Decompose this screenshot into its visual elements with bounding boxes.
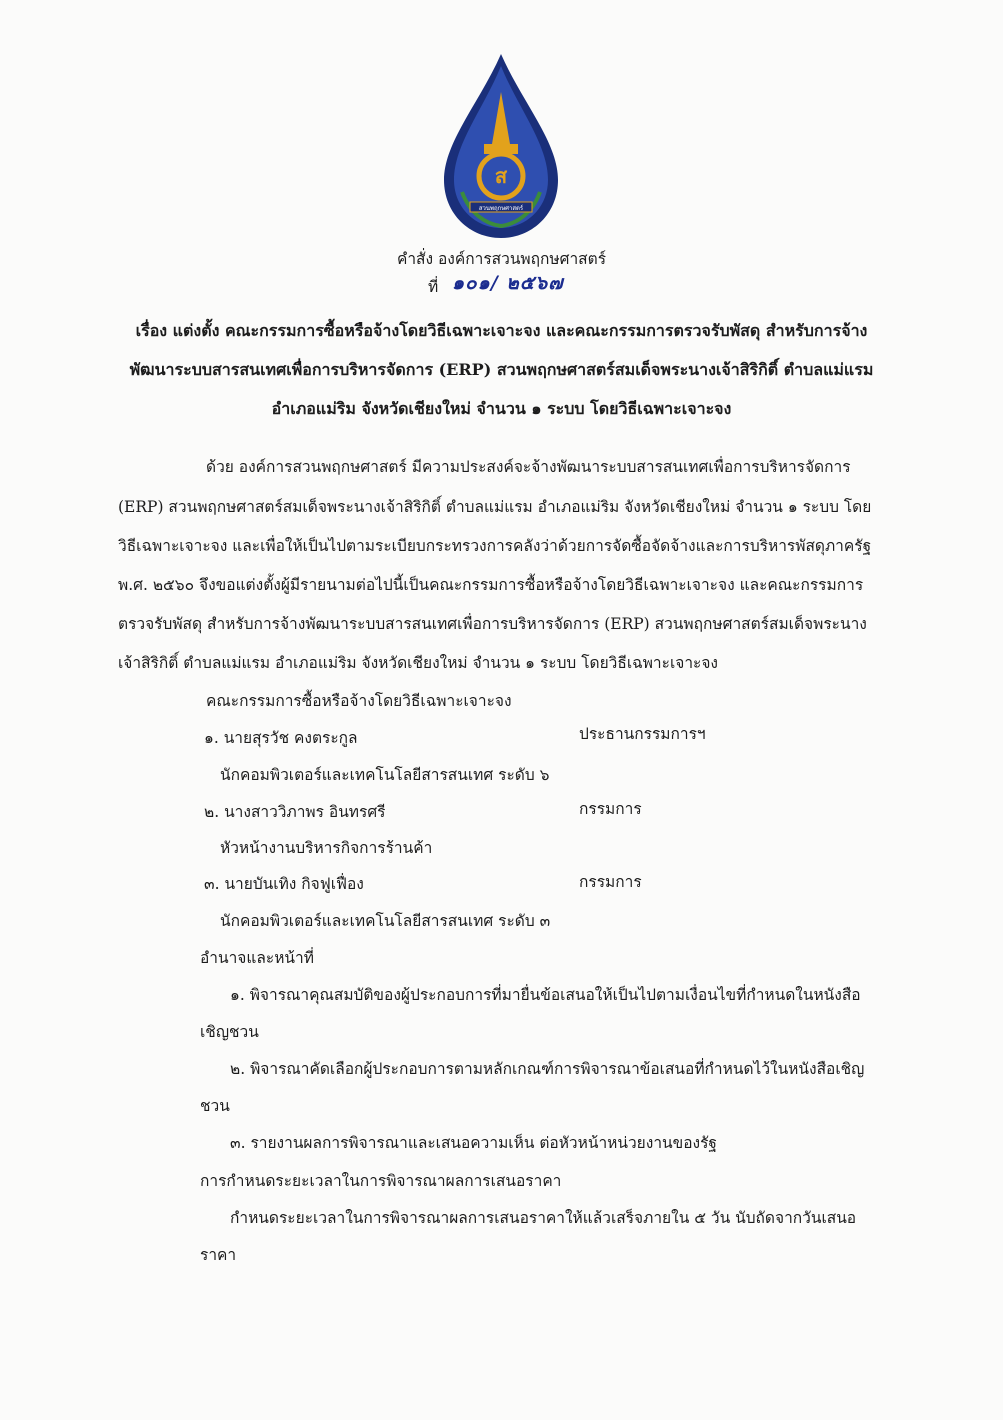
- member-position: นักคอมพิวเตอร์และเทคโนโลยีสารสนเทศ ระดับ ๖: [220, 766, 550, 784]
- member-position: นักคอมพิวเตอร์และเทคโนโลยีสารสนเทศ ระดับ ๓: [220, 912, 551, 930]
- member-role: กรรมการ: [579, 800, 642, 818]
- duty-line: ชวน: [200, 1097, 230, 1115]
- committee-heading: คณะกรรมการซื้อหรือจ้างโดยวิธีเฉพาะเจาะจง: [206, 692, 512, 710]
- document-title: คำสั่ง องค์การสวนพฤกษศาสตร์: [396, 250, 607, 268]
- member-role: กรรมการ: [579, 873, 642, 891]
- timing-line: ราคา: [200, 1246, 237, 1264]
- member-name: ๒. นางสาววิภาพร อินทรศรี: [204, 803, 386, 821]
- timing-heading: การกำหนดระยะเวลาในการพิจารณาผลการเสนอราคา: [200, 1172, 562, 1190]
- order-label: ที่: [428, 278, 439, 296]
- timing-line: กำหนดระยะเวลาในการพิจารณาผลการเสนอราคาให้แล้วเสร็จภายใน ๕ วัน นับถัดจากวันเสนอ: [230, 1209, 857, 1227]
- body-paragraph-line: ตรวจรับพัสดุ สำหรับการจ้างพัฒนาระบบสารสนเทศเพื่อการบริหารจัดการ (ERP) สวนพฤกษศาสตร์สมเด็จพระนาง: [118, 615, 867, 633]
- subject-line-2: พัฒนาระบบสารสนเทศเพื่อการบริหารจัดการ (ERP) สวนพฤกษศาสตร์สมเด็จพระนางเจ้าสิริกิติ์ ตำบลแม่แรม: [129, 360, 874, 379]
- duty-line: ๑. พิจารณาคุณสมบัติของผู้ประกอบการที่มายื่นข้อเสนอให้เป็นไปตามเงื่อนไขที่กำหนดในหนังสือ: [230, 986, 861, 1004]
- duties-heading: อำนาจและหน้าที่: [200, 949, 314, 967]
- body-paragraph-line: ด้วย องค์การสวนพฤกษศาสตร์ มีความประสงค์จะจ้างพัฒนาระบบสารสนเทศเพื่อการบริหารจัดการ: [206, 458, 851, 476]
- body-paragraph-line: (ERP) สวนพฤกษศาสตร์สมเด็จพระนางเจ้าสิริกิติ์ ตำบลแม่แรม อำเภอแม่ริม จังหวัดเชียงใหม่ จำนวน ๑ ระบบ โดย: [118, 498, 872, 516]
- subject-line-1: เรื่อง แต่งตั้ง คณะกรรมการซื้อหรือจ้างโดยวิธีเฉพาะเจาะจง และคณะกรรมการตรวจรับพัสดุ สำหรับการจ้าง: [135, 321, 868, 340]
- duty-line: เชิญชวน: [200, 1023, 259, 1041]
- subject-line-3: อำเภอแม่ริม จังหวัดเชียงใหม่ จำนวน ๑ ระบบ โดยวิธีเฉพาะเจาะจง: [271, 399, 732, 418]
- svg-text:สวนพฤกษศาสตร์: สวนพฤกษศาสตร์: [478, 205, 524, 212]
- organization-logo: [440, 52, 562, 240]
- duty-line: ๒. พิจารณาคัดเลือกผู้ประกอบการตามหลักเกณฑ์การพิจารณาข้อเสนอที่กำหนดไว้ในหนังสือเชิญ: [230, 1060, 865, 1078]
- member-role: ประธานกรรมการฯ: [579, 725, 706, 743]
- body-paragraph-line: เจ้าสิริกิติ์ ตำบลแม่แรม อำเภอแม่ริม จังหวัดเชียงใหม่ จำนวน ๑ ระบบ โดยวิธีเฉพาะเจาะจง: [118, 654, 718, 672]
- order-number: ๑๐๑/ ๒๕๖๗: [452, 272, 564, 294]
- member-position: หัวหน้างานบริหารกิจการร้านค้า: [220, 839, 433, 857]
- svg-text:ส: ส: [494, 164, 508, 188]
- body-paragraph-line: วิธีเฉพาะเจาะจง และเพื่อให้เป็นไปตามระเบียบกระทรวงการคลังว่าด้วยการจัดซื้อจัดจ้างและการบริหารพัสดุภาครัฐ: [118, 537, 872, 555]
- member-name: ๓. นายบันเทิง กิจฟูเฟื่อง: [204, 875, 364, 893]
- member-name: ๑. นายสุรวัช คงตระกูล: [204, 729, 358, 747]
- duty-line: ๓. รายงานผลการพิจารณาและเสนอความเห็น ต่อหัวหน้าหน่วยงานของรัฐ: [230, 1134, 717, 1152]
- body-paragraph-line: พ.ศ. ๒๕๖๐ จึงขอแต่งตั้งผู้มีรายนามต่อไปนี้เป็นคณะกรรมการซื้อหรือจ้างโดยวิธีเฉพาะเจาะจง และคณะกรรมการ: [118, 576, 864, 594]
